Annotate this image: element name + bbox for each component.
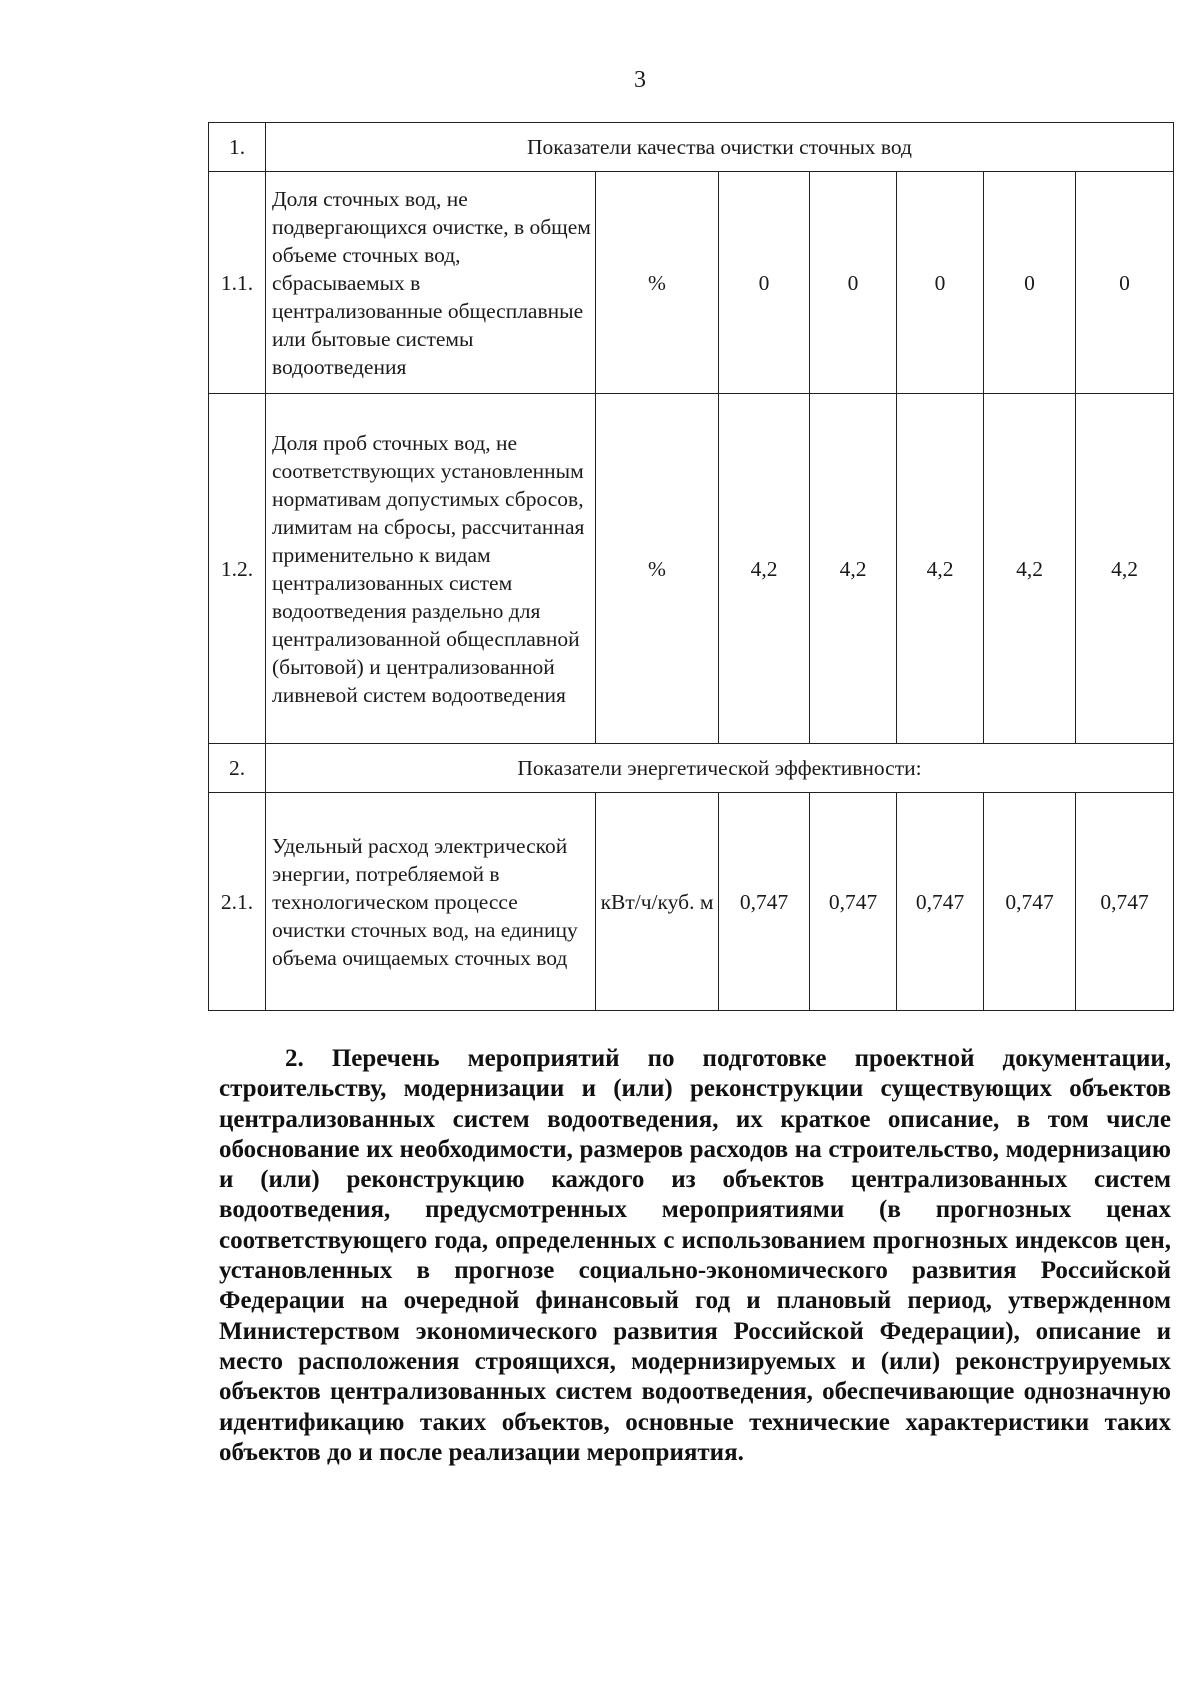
row-description: Удельный расход электрической энергии, потребляемой в технологическом процессе очистки сточных вод, на единицу объема очищаемых сточных вод — [266, 793, 596, 1011]
table-row-1-1 — [209, 172, 1174, 394]
section-title: Показатели качества очистки сточных вод — [266, 123, 1174, 172]
section-heading: 2. Перечень мероприятий по подготовке проектной документации, строительству, модернизации и (или) реконструкции существующих объектов централизованных систем водоотведения, их краткое описание, в том числе обоснование их необходимости, размеров расходов на строительство, модернизацию и (или) реконструкцию каждого из объектов централизованных систем водоотведения, предусмотренных мероприятиями (в прогнозных ценах соответствующего года, определенных с использованием прогнозных индексов цен, установленных в прогнозе социально-экономического развития Российской Федерации на очередной финансовый год и плановый период, утвержденном Министерством экономического развития Российской Федерации), описание и место расположения строящихся, модернизируемых и (или) реконструируемых объектов централизованных систем водоотведения, обеспечивающие однозначную идентификацию таких объектов, основные технические характеристики таких объектов до и после реализации мероприятия. — [219, 1045, 1171, 1466]
row-description: Доля проб сточных вод, не соответствующих установленным нормативам допустимых сбросов, лимитам на сбросы, рассчитанная применительно к видам централизованных систем водоотведения раздельно для централизованной общесплавной (бытовой) и централизованной ливневой систем водоотведения — [266, 394, 596, 744]
row-value: 4,2 — [810, 394, 897, 744]
row-value: 0 — [719, 172, 810, 394]
row-unit-cell — [596, 793, 719, 1011]
row-value: 0,747 — [1076, 793, 1174, 1011]
section-title: Показатели энергетической эффективности: — [266, 744, 1174, 793]
row-number: 1.1. — [209, 172, 266, 394]
row-value: 4,2 — [984, 394, 1076, 744]
page-number: 3 — [634, 67, 646, 93]
row-value: 0 — [897, 172, 984, 394]
row-unit: % — [596, 172, 719, 394]
row-unit: кВт/ч/куб. м — [600, 889, 714, 914]
row-value: 4,2 — [719, 394, 810, 744]
indicators-table — [208, 122, 1174, 1011]
row-value: 0,747 — [810, 793, 897, 1011]
row-number: 2.1. — [209, 793, 266, 1011]
row-value: 4,2 — [897, 394, 984, 744]
table-row-1-2 — [209, 394, 1174, 744]
row-value: 0 — [1076, 172, 1174, 394]
row-value: 0,747 — [897, 793, 984, 1011]
row-value: 0 — [984, 172, 1076, 394]
section-number: 2. — [209, 744, 266, 793]
section-number: 1. — [209, 123, 266, 172]
row-value: 4,2 — [1076, 394, 1174, 744]
section-row-2 — [209, 744, 1174, 793]
table-row-2-1 — [209, 793, 1174, 1011]
row-unit: % — [596, 394, 719, 744]
row-number: 1.2. — [209, 394, 266, 744]
section-row-1 — [209, 123, 1174, 172]
row-value: 0,747 — [984, 793, 1076, 1011]
row-value: 0,747 — [719, 793, 810, 1011]
row-value: 0 — [810, 172, 897, 394]
row-description: Доля сточных вод, не подвергающихся очистке, в общем объеме сточных вод, сбрасываемых в централизованные общесплавные или бытовые системы водоотведения — [266, 172, 596, 394]
